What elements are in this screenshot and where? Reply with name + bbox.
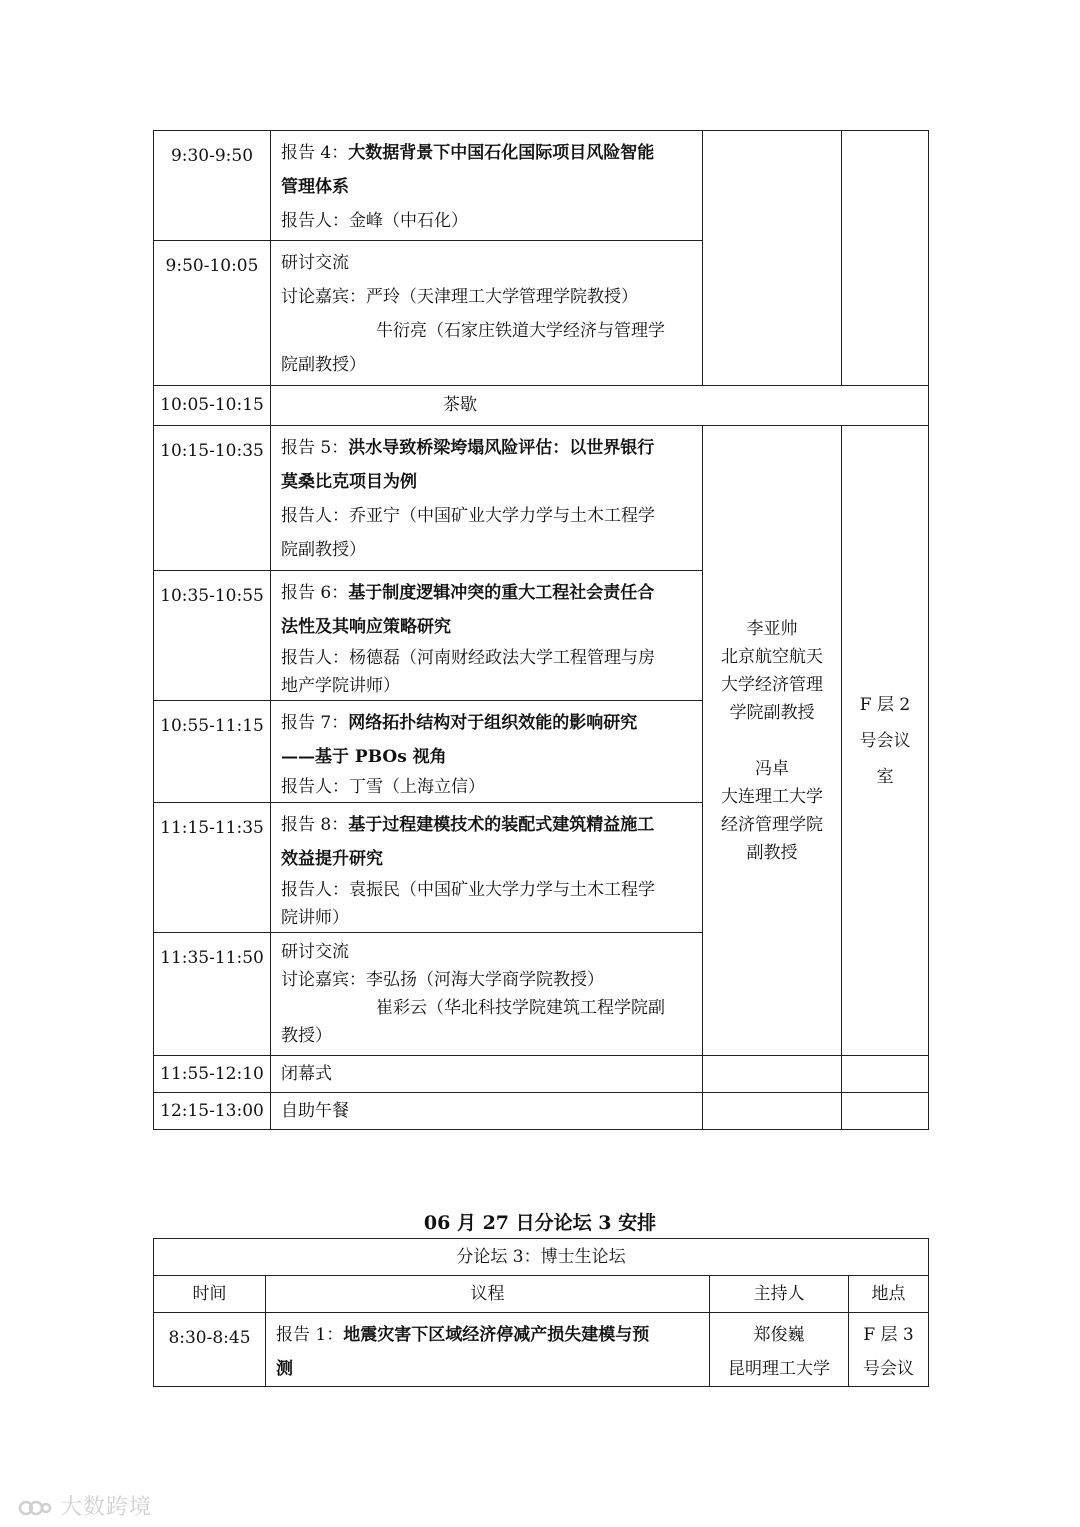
host-affiliation: 北京航空航天 <box>721 646 823 667</box>
time-cell: 10:35-10:55 <box>154 571 271 701</box>
discussion-guest: 讨论嘉宾：李弘扬（河海大学商学院教授） <box>281 970 604 990</box>
column-header-host: 主持人 <box>710 1276 849 1313</box>
reporter: 报告人：丁雪（上海立信） <box>281 777 485 797</box>
discussion-label: 研讨交流 <box>281 942 349 962</box>
discussion-guest: 牛衍亮（石家庄铁道大学经济与管理学 <box>376 321 665 341</box>
column-header-agenda: 议程 <box>266 1276 710 1313</box>
report-title-cont: 管理体系 <box>281 177 349 197</box>
reporter: 报告人：金峰（中石化） <box>281 211 468 231</box>
time-cell: 11:55-12:10 <box>154 1056 271 1093</box>
time-cell: 11:35-11:50 <box>154 933 271 1056</box>
agenda-cell: 自助午餐 <box>271 1093 703 1130</box>
time-cell: 8:30-8:45 <box>154 1313 266 1387</box>
host-cell <box>703 426 842 1056</box>
reporter-cont: 院副教授） <box>281 540 366 560</box>
agenda-cell <box>271 803 703 933</box>
host-cell <box>703 131 842 386</box>
report-title: 基于制度逻辑冲突的重大工程社会责任合 <box>348 583 655 603</box>
discussion-guest: 讨论嘉宾：严玲（天津理工大学管理学院教授） <box>281 287 638 307</box>
report-title: 大数据背景下中国石化国际项目风险智能 <box>348 143 655 163</box>
room-cell <box>842 131 929 386</box>
table-row <box>154 1056 929 1093</box>
time-cell: 9:50-10:05 <box>154 241 271 386</box>
report-title: 基于过程建模技术的装配式建筑精益施工 <box>348 815 655 835</box>
host-name: 李亚帅 <box>746 618 798 639</box>
report-label: 报告 6： <box>281 583 349 603</box>
room-name: 室 <box>876 766 894 787</box>
discussion-guest-cont: 教授） <box>281 1026 332 1046</box>
host-name: 冯卓 <box>755 758 789 779</box>
discussion-label: 研讨交流 <box>281 253 349 273</box>
reporter: 报告人：杨德磊（河南财经政法大学工程管理与房 <box>281 648 655 668</box>
agenda-cell <box>271 241 703 386</box>
schedule-table-forum-3 <box>153 1238 929 1387</box>
room-cell <box>842 1093 929 1130</box>
table-row <box>154 1313 929 1387</box>
host-title: 学院副教授 <box>729 702 815 723</box>
report-label: 报告 7： <box>281 713 349 733</box>
host-title: 副教授 <box>746 842 798 863</box>
host-affiliation: 大连理工大学 <box>721 786 823 807</box>
agenda-cell <box>271 426 703 571</box>
host-cell <box>703 1093 842 1130</box>
reporter-cont: 院讲师） <box>281 908 349 928</box>
tea-break: 茶歇 <box>271 386 929 426</box>
host-affiliation: 大学经济管理 <box>721 674 823 695</box>
discussion-guest-cont: 院副教授） <box>281 355 366 375</box>
section-title: 06 月 27 日分论坛 3 安排 <box>423 1212 657 1234</box>
time-cell: 10:55-11:15 <box>154 701 271 803</box>
report-title-cont: 测 <box>276 1359 293 1379</box>
table-row <box>154 386 929 426</box>
report-title-cont: ——基于 PBOs 视角 <box>281 747 447 767</box>
time-cell: 11:15-11:35 <box>154 803 271 933</box>
discussion-guest: 崔彩云（华北科技学院建筑工程学院副 <box>376 998 665 1018</box>
column-header-location: 地点 <box>849 1276 929 1313</box>
room-cell <box>849 1313 929 1387</box>
report-label: 报告 5： <box>281 438 349 458</box>
watermark-text: 大数跨境 <box>60 1495 153 1520</box>
table-row <box>154 1239 929 1276</box>
room-cell <box>842 1056 929 1093</box>
reporter-cont: 地产学院讲师） <box>281 676 400 696</box>
agenda-cell: 闭幕式 <box>271 1056 703 1093</box>
time-cell: 10:15-10:35 <box>154 426 271 571</box>
forum-title: 分论坛 3：博士生论坛 <box>154 1239 929 1276</box>
report-label: 报告 1： <box>276 1325 344 1345</box>
host-name: 郑俊巍 <box>753 1325 805 1345</box>
host-affiliation: 昆明理工大学 <box>728 1359 830 1379</box>
agenda-cell <box>271 933 703 1056</box>
reporter: 报告人：袁振民（中国矿业大学力学与土木工程学 <box>281 880 655 900</box>
host-affiliation: 经济管理学院 <box>721 814 823 835</box>
agenda-cell <box>266 1313 710 1387</box>
report-title: 地震灾害下区域经济停减产损失建模与预 <box>343 1325 650 1345</box>
report-title: 洪水导致桥梁垮塌风险评估：以世界银行 <box>348 438 655 458</box>
agenda-cell <box>271 701 703 803</box>
report-title-cont: 法性及其响应策略研究 <box>281 617 451 637</box>
room-name: 号会议 <box>863 1359 915 1379</box>
agenda-cell <box>271 571 703 701</box>
table-header-row <box>154 1276 929 1313</box>
room-cell <box>842 426 929 1056</box>
host-cell <box>703 1056 842 1093</box>
time-cell: 10:05-10:15 <box>154 386 271 426</box>
agenda-cell <box>271 131 703 241</box>
time-cell: 9:30-9:50 <box>154 131 271 241</box>
watermark <box>18 1490 152 1521</box>
report-label: 报告 4： <box>281 143 349 163</box>
room-name: F 层 3 <box>863 1325 914 1345</box>
host-cell <box>710 1313 849 1387</box>
report-title-cont: 莫桑比克项目为例 <box>281 472 417 492</box>
column-header-time: 时间 <box>154 1276 266 1313</box>
table-row <box>154 1093 929 1130</box>
room-name: 号会议 <box>859 730 911 751</box>
schedule-table-forum-2 <box>153 130 929 1130</box>
time-cell: 12:15-13:00 <box>154 1093 271 1130</box>
report-title: 网络拓扑结构对于组织效能的影响研究 <box>348 713 638 733</box>
reporter: 报告人：乔亚宁（中国矿业大学力学与土木工程学 <box>281 506 655 526</box>
table-row <box>154 426 929 571</box>
room-name: F 层 2 <box>859 694 911 715</box>
table-row <box>154 131 929 241</box>
watermark-logo-icon <box>18 1497 52 1519</box>
report-title-cont: 效益提升研究 <box>281 849 383 869</box>
report-label: 报告 8： <box>281 815 349 835</box>
